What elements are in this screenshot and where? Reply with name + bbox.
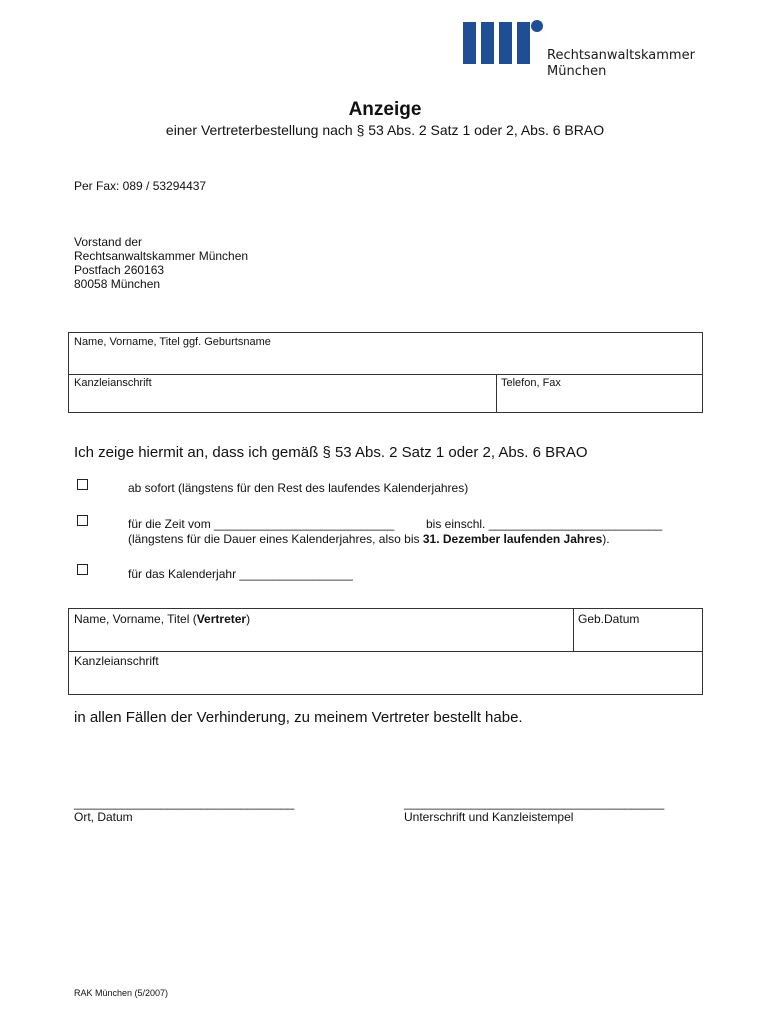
option-period-note-text: (längstens für die Dauer eines Kalenderjahres, also bis <box>128 532 423 546</box>
address-line: 80058 München <box>74 277 161 291</box>
applicant-phone-field[interactable] <box>496 374 702 412</box>
representative-table <box>68 608 703 695</box>
address-line: Rechtsanwaltskammer München <box>74 249 249 263</box>
representative-name-label-text: Name, Vorname, Titel ( <box>74 612 197 626</box>
signature-line[interactable]: _______________________________________ <box>404 796 665 810</box>
place-date-label: Ort, Datum <box>74 810 133 824</box>
representative-name-label <box>74 612 250 626</box>
closing-text: in allen Fällen der Verhinderung, zu meinem Vertreter bestellt habe. <box>74 709 523 726</box>
footer-version: RAK München (5/2007) <box>74 988 169 998</box>
applicant-name-label: Name, Vorname, Titel ggf. Geburtsname <box>74 336 271 348</box>
statement-text: Ich zeige hiermit an, dass ich gemäß § 53 Abs. 2 Satz 1 oder 2, Abs. 6 BRAO <box>74 444 588 461</box>
option-period-note <box>128 532 610 546</box>
option-year-checkbox[interactable] <box>77 564 88 575</box>
option-period-from: für die Zeit vom ___________________________ <box>128 517 395 531</box>
option-immediately-checkbox[interactable] <box>77 479 88 490</box>
option-period-note-bold: 31. Dezember laufenden Jahres <box>422 532 603 546</box>
option-period-to: bis einschl. __________________________ <box>426 517 663 531</box>
page-subtitle: einer Vertreterbestellung nach § 53 Abs. 2 Satz 1 oder 2, Abs. 6 BRAO <box>165 122 605 138</box>
rak-logo-icon <box>463 18 547 64</box>
option-year-label: für das Kalenderjahr _________________ <box>128 567 353 581</box>
applicant-office-label: Kanzleianschrift <box>74 377 152 389</box>
applicant-office-field[interactable] <box>69 374 497 412</box>
option-immediately-label: ab sofort (längstens für den Rest des laufendes Kalenderjahres) <box>128 481 469 495</box>
address-line: Vorstand der <box>74 235 143 249</box>
recipient-address <box>74 235 248 291</box>
applicant-name-field[interactable] <box>69 333 702 375</box>
applicant-phone-label: Telefon, Fax <box>501 377 561 389</box>
representative-name-label-end: ) <box>246 612 251 626</box>
applicant-table <box>68 332 703 413</box>
representative-office-label: Kanzleianschrift <box>74 654 159 668</box>
representative-name-label-bold: Vertreter <box>196 612 247 626</box>
representative-dob-label: Geb.Datum <box>578 612 640 626</box>
option-period-checkbox[interactable] <box>77 515 88 526</box>
option-period-note-end: ). <box>602 532 610 546</box>
place-date-line[interactable]: _________________________________ <box>74 796 295 810</box>
logo-line1: Rechtsanwaltskammer <box>547 48 695 63</box>
signature-label: Unterschrift und Kanzleistempel <box>404 810 574 824</box>
logo-line2: München <box>547 64 607 79</box>
logo <box>463 16 703 86</box>
address-line: Postfach 260163 <box>74 263 165 277</box>
page-title: Anzeige <box>348 99 422 120</box>
fax-number: Per Fax: 089 / 53294437 <box>74 179 207 193</box>
representative-name-field[interactable] <box>69 609 574 652</box>
representative-office-field[interactable] <box>69 651 702 694</box>
representative-dob-field[interactable] <box>573 609 702 652</box>
